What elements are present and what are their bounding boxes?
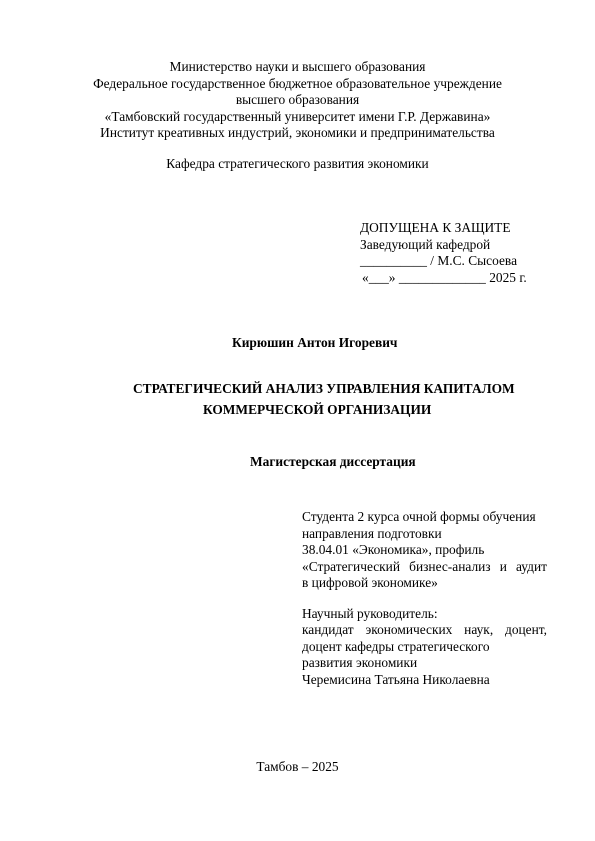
author-name: Кирюшин Антон Игоревич — [232, 335, 398, 350]
approval-position: Заведующий кафедрой — [360, 237, 491, 252]
student-info-line-3: 38.04.01 «Экономика», профиль — [302, 542, 485, 557]
institution-line-1: Федеральное государственное бюджетное образовательное учреждение — [93, 76, 502, 91]
student-info-line-2: направления подготовки — [302, 526, 442, 541]
student-info-line-1: Студента 2 курса очной формы обучения — [302, 509, 536, 524]
student-info-line-5: в цифровой экономике» — [302, 575, 438, 590]
supervisor-label: Научный руководитель: — [302, 606, 438, 621]
supervisor-position: доцент кафедры стратегического — [302, 639, 490, 654]
student-info-line-4: «Стратегический бизнес-анализ и аудит — [302, 559, 547, 574]
thesis-type: Магистерская диссертация — [250, 454, 416, 469]
approval-title: ДОПУЩЕНА К ЗАЩИТЕ — [360, 220, 511, 235]
supervisor-name: Черемисина Татьяна Николаевна — [302, 672, 490, 687]
university-name: «Тамбовский государственный университет имени Г.Р. Державина» — [104, 109, 491, 124]
department-name: Кафедра стратегического развития экономики — [166, 156, 429, 171]
ministry-line: Министерство науки и высшего образования — [169, 59, 426, 74]
thesis-title-line-2: КОММЕРЧЕСКОЙ ОРГАНИЗАЦИИ — [203, 402, 432, 417]
approval-date: «___» _____________ 2025 г. — [362, 270, 527, 285]
approval-signature: __________ / М.С. Сысоева — [360, 253, 518, 268]
institute-name: Институт креативных индустрий, экономики и предпринимательства — [100, 125, 495, 140]
supervisor-degree: кандидат экономических наук, доцент, — [302, 622, 547, 637]
institution-line-2: высшего образования — [235, 92, 360, 107]
thesis-title-line-1: СТРАТЕГИЧЕСКИЙ АНАЛИЗ УПРАВЛЕНИЯ КАПИТАЛОМ — [133, 381, 515, 396]
supervisor-department: развития экономики — [302, 655, 418, 670]
city-year: Тамбов – 2025 — [256, 759, 339, 774]
